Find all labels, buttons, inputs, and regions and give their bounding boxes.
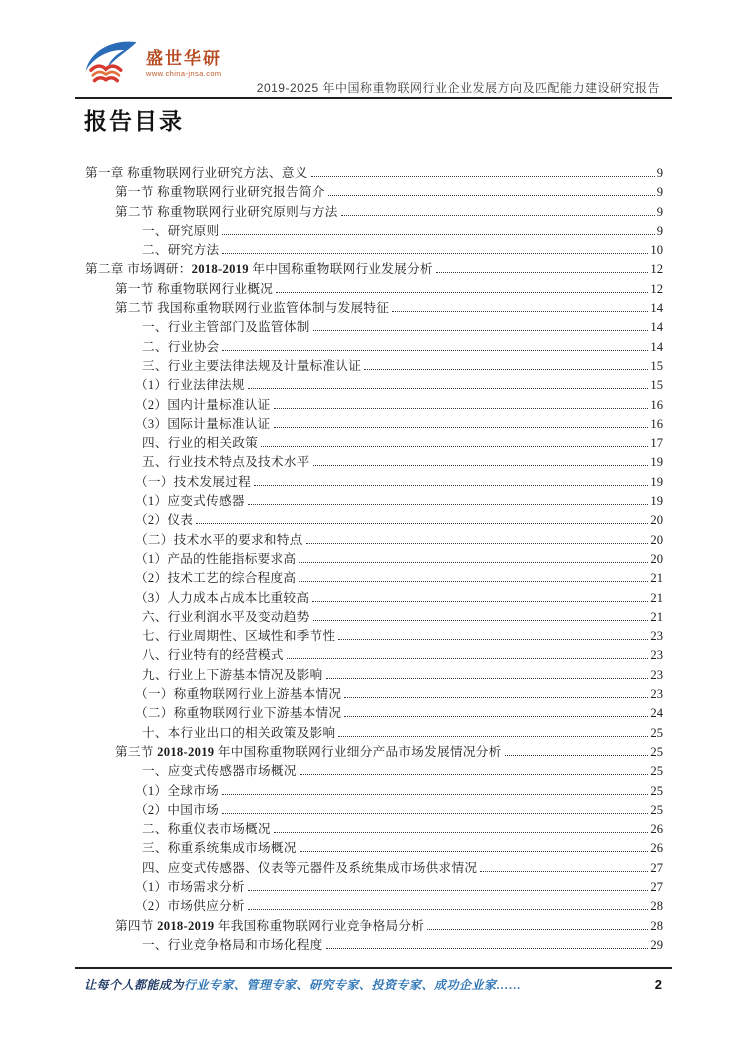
logo-text (146, 50, 222, 78)
toc-leader-dots (248, 504, 649, 505)
toc-leader-dots (274, 427, 649, 428)
toc-entry (85, 529, 663, 548)
toc-entry (85, 336, 663, 355)
toc-entry-label: （2）中国市场 (135, 802, 219, 817)
toc-entry-page: 20 (650, 513, 663, 528)
toc-entry-label: 八、行业特有的经营模式 (142, 648, 284, 663)
toc-leader-dots (306, 543, 649, 544)
toc-entry (85, 587, 663, 606)
toc-entry (85, 432, 663, 451)
toc-leader-dots (326, 678, 649, 679)
toc-entry (85, 895, 663, 914)
toc-entry (85, 394, 663, 413)
toc-entry-label: 一、行业竞争格局和市场化程度 (142, 937, 323, 952)
toc-leader-dots (344, 697, 648, 698)
toc-leader-dots (326, 948, 649, 949)
toc-entry-page: 16 (650, 397, 663, 412)
toc-leader-dots (254, 485, 648, 486)
toc-entry-page: 25 (650, 744, 663, 759)
toc-entry (85, 818, 663, 837)
toc-entry (85, 162, 663, 181)
toc-entry-label: 九、行业上下游基本情况及影响 (142, 667, 323, 682)
toc-leader-dots (436, 272, 649, 273)
toc-entry-label: 三、称重系统集成市场概况 (142, 841, 297, 856)
toc-entry-page: 19 (650, 494, 663, 509)
toc-entry-label: 三、行业主要法律法规及计量标准认证 (142, 358, 362, 373)
toc-entry-page: 27 (650, 860, 663, 875)
toc-leader-dots (222, 350, 648, 351)
toc-leader-dots (313, 330, 649, 331)
toc-entry-label: 第二章 市场调研：2018-2019 年中国称重物联网行业发展分析 (85, 262, 433, 277)
toc-entry (85, 722, 663, 741)
toc-entry-page: 12 (650, 262, 663, 277)
toc-entry-label: （1）产品的性能指标要求高 (135, 551, 297, 566)
toc-entry-label: 二、行业协会 (142, 339, 220, 354)
logo-website: www.china-jnsa.com (146, 69, 222, 79)
toc-leader-dots (274, 408, 649, 409)
toc-leader-dots (311, 176, 655, 177)
toc-entry-label: 二、研究方法 (142, 243, 220, 258)
toc-entry (85, 664, 663, 683)
toc-entry-page: 27 (650, 879, 663, 894)
toc-leader-dots (364, 369, 648, 370)
toc-entry-page: 21 (650, 590, 663, 605)
toc-entry (85, 876, 663, 895)
toc-entry-label: 第四节 2018-2019 年我国称重物联网行业竞争格局分析 (115, 918, 425, 933)
toc-entry-label: （1）应变式传感器 (135, 494, 245, 509)
toc-entry-label: 第二节 我国称重物联网行业监管体制与发展特征 (115, 301, 390, 316)
toc-leader-dots (261, 446, 648, 447)
toc-entry-label: 四、应变式传感器、仪表等元器件及系统集成市场供求情况 (142, 860, 478, 875)
toc-leader-dots (222, 253, 648, 254)
toc-entry (85, 181, 663, 200)
header-divider (75, 97, 672, 99)
toc-entry (85, 374, 663, 393)
toc-entry-label: （2）国内计量标准认证 (135, 397, 271, 412)
toc-leader-dots (427, 929, 648, 930)
toc-entry-label: 第一节 称重物联网行业概况 (115, 281, 274, 296)
company-logo (84, 40, 222, 88)
toc-leader-dots (274, 832, 648, 833)
footer-tagline-prefix: 让每个人都能成为 (84, 978, 185, 992)
footer-tagline (84, 976, 522, 993)
toc-leader-dots (341, 215, 655, 216)
report-title: 2019-2025 年中国称重物联网行业企业发展方向及匹配能力建设研究报告 (256, 81, 660, 95)
toc-leader-dots (299, 581, 648, 582)
toc-leader-dots (392, 311, 648, 312)
toc-entry-page: 20 (650, 532, 663, 547)
toc-entry (85, 239, 663, 258)
toc-leader-dots (222, 794, 648, 795)
toc-entry (85, 258, 663, 277)
toc-entry (85, 316, 663, 335)
toc-entry-label: 第三节 2018-2019 年中国称重物联网行业细分产品市场发展情况分析 (115, 744, 502, 759)
toc-leader-dots (328, 195, 655, 196)
toc-entry-page: 28 (650, 899, 663, 914)
toc-entry-page: 16 (650, 416, 663, 431)
toc-entry (85, 278, 663, 297)
toc-entry-label: 四、行业的相关政策 (142, 436, 259, 451)
toc-leader-dots (313, 465, 649, 466)
toc-entry-label: 七、行业周期性、区域性和季节性 (142, 629, 336, 644)
toc-entry (85, 644, 663, 663)
toc-entry (85, 799, 663, 818)
toc-entry-label: （3）国际计量标准认证 (135, 416, 271, 431)
toc-entry-page: 14 (650, 339, 663, 354)
toc-entry-label: 六、行业利润水平及变动趋势 (142, 609, 310, 624)
logo-company-name: 盛世华研 (146, 49, 222, 69)
toc-entry (85, 934, 663, 953)
toc-entry-label: （一）技术发展过程 (135, 474, 252, 489)
toc-entry-label: （2）仪表 (135, 513, 194, 528)
toc-leader-dots (300, 774, 649, 775)
toc-entry (85, 355, 663, 374)
toc-entry-page: 14 (650, 320, 663, 335)
toc-entry (85, 625, 663, 644)
toc-entry-page: 29 (650, 937, 663, 952)
toc-leader-dots (248, 909, 649, 910)
toc-entry-page: 25 (650, 783, 663, 798)
toc-leader-dots (312, 601, 648, 602)
toc-leader-dots (222, 234, 654, 235)
toc-entry-page: 28 (650, 918, 663, 933)
toc-leader-dots (338, 736, 648, 737)
toc-entry-page: 25 (650, 764, 663, 779)
toc-leader-dots (300, 851, 649, 852)
page-number: 2 (654, 977, 662, 992)
toc-entry-page: 9 (656, 204, 663, 219)
toc-entry (85, 702, 663, 721)
toc-entry-page: 23 (650, 687, 663, 702)
toc-entry-page: 9 (656, 223, 663, 238)
toc-entry-label: （一）称重物联网行业上游基本情况 (135, 687, 342, 702)
toc-entry-label: 五、行业技术特点及技术水平 (142, 455, 310, 470)
toc-entry-page: 9 (656, 185, 663, 200)
toc-entry (85, 837, 663, 856)
toc-entry-page: 12 (650, 281, 663, 296)
toc-entry (85, 297, 663, 316)
toc-entry-label: （3）人力成本占成本比重较高 (135, 590, 310, 605)
toc-list (85, 162, 663, 953)
toc-entry-label: 二、称重仪表市场概况 (142, 822, 271, 837)
toc-entry (85, 490, 663, 509)
toc-entry (85, 201, 663, 220)
toc-entry (85, 606, 663, 625)
toc-entry-page: 26 (650, 822, 663, 837)
toc-entry-label: 第二节 称重物联网行业研究原则与方法 (115, 204, 338, 219)
footer-tagline-highlight: 行业专家、管理专家、研究专家、投资专家、成功企业家…… (184, 978, 522, 992)
toc-entry-page: 9 (656, 166, 663, 180)
toc-entry (85, 471, 663, 490)
toc-entry (85, 451, 663, 470)
toc-entry-label: （2）技术工艺的综合程度高 (135, 571, 297, 586)
toc-entry-page: 24 (650, 706, 663, 721)
toc-entry-label: （1）市场需求分析 (135, 879, 245, 894)
toc-leader-dots (196, 523, 648, 524)
footer-divider (75, 967, 672, 969)
toc-entry (85, 741, 663, 760)
toc-entry (85, 548, 663, 567)
toc-entry-page: 26 (650, 841, 663, 856)
toc-entry-page: 23 (650, 648, 663, 663)
toc-leader-dots (480, 871, 648, 872)
toc-entry-page: 20 (650, 551, 663, 566)
toc-leader-dots (313, 620, 649, 621)
toc-entry-page: 21 (650, 609, 663, 624)
toc-entry-page: 15 (650, 358, 663, 373)
toc-entry (85, 413, 663, 432)
toc-entry-page: 10 (650, 243, 663, 258)
toc-entry-label: 一、研究原则 (142, 223, 220, 238)
toc-entry-page: 15 (650, 378, 663, 393)
toc-leader-dots (344, 716, 648, 717)
toc-leader-dots (338, 639, 648, 640)
toc-entry (85, 780, 663, 799)
page-footer (84, 976, 662, 993)
toc-entry-label: 十、本行业出口的相关政策及影响 (142, 725, 336, 740)
toc-entry-page: 21 (650, 571, 663, 586)
toc-entry-label: （二）技术水平的要求和特点 (135, 532, 303, 547)
page-title: 报告目录 (84, 108, 184, 134)
toc-entry (85, 857, 663, 876)
toc-entry-page: 17 (650, 436, 663, 451)
toc-entry-page: 23 (650, 667, 663, 682)
toc-leader-dots (248, 890, 649, 891)
toc-entry-label: 第一节 称重物联网行业研究报告简介 (115, 185, 325, 200)
logo-bird-book-icon (84, 40, 140, 88)
toc-entry (85, 567, 663, 586)
toc-leader-dots (505, 755, 649, 756)
toc-entry-label: （1）全球市场 (135, 783, 219, 798)
toc-entry-page: 19 (650, 474, 663, 489)
toc-leader-dots (222, 813, 648, 814)
toc-entry-label: （二）称重物联网行业下游基本情况 (135, 706, 342, 721)
toc-entry-label: 一、应变式传感器市场概况 (142, 764, 297, 779)
toc-leader-dots (248, 388, 649, 389)
toc-entry-label: （1）行业法律法规 (135, 378, 245, 393)
toc-entry-label: 一、行业主管部门及监管体制 (142, 320, 310, 335)
toc-entry-page: 25 (650, 802, 663, 817)
toc-entry (85, 509, 663, 528)
toc-leader-dots (299, 562, 648, 563)
toc-entry-label: 第一章 称重物联网行业研究方法、意义 (85, 166, 308, 180)
toc-entry-label: （2）市场供应分析 (135, 899, 245, 914)
toc-entry (85, 760, 663, 779)
toc-leader-dots (276, 292, 648, 293)
toc-entry-page: 25 (650, 725, 663, 740)
toc-entry-page: 14 (650, 301, 663, 316)
toc-entry (85, 683, 663, 702)
toc-entry (85, 915, 663, 934)
toc-entry-page: 23 (650, 629, 663, 644)
toc-leader-dots (287, 658, 649, 659)
toc-entry (85, 220, 663, 239)
toc-entry-page: 19 (650, 455, 663, 470)
